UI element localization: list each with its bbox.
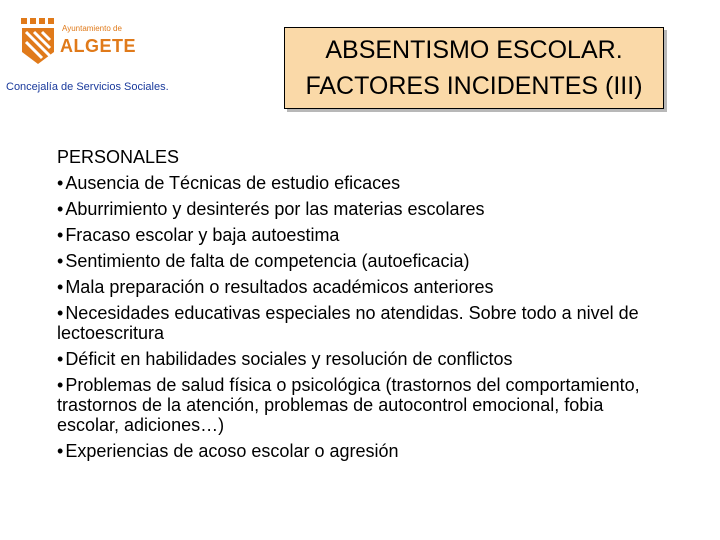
list-item (57, 303, 665, 343)
list-item (57, 199, 665, 219)
algete-logo (20, 16, 137, 68)
list-item (57, 173, 665, 193)
bullet-icon: • (57, 277, 64, 297)
coat-of-arms-icon (20, 16, 56, 66)
bullet-icon: • (57, 225, 64, 245)
section-heading: PERSONALES (57, 147, 180, 167)
list-item-text: Déficit en habilidades sociales y resolución de conflictos (65, 349, 513, 369)
logo-small-text: Ayuntamiento de (62, 24, 122, 33)
bullet-icon: • (57, 251, 64, 271)
bullet-list (57, 173, 665, 461)
bullet-icon: • (57, 303, 64, 323)
list-item (57, 349, 665, 369)
slide-title-line-1: ABSENTISMO ESCOLAR. (325, 36, 623, 64)
bullet-icon: • (57, 349, 64, 369)
logo-name: ALGETE (60, 36, 137, 56)
slide-title-line-2: FACTORES INCIDENTES (III) (305, 72, 643, 100)
list-item-text: Necesidades educativas especiales no atendidas. Sobre todo a nivel de lectoescritura (57, 303, 639, 343)
list-item-text: Mala preparación o resultados académicos anteriores (65, 277, 494, 297)
list-item-text: Ausencia de Técnicas de estudio eficaces (65, 173, 401, 193)
slide-title (284, 27, 664, 109)
list-item-text: Experiencias de acoso escolar o agresión (65, 441, 399, 461)
list-item (57, 375, 665, 435)
list-item-text: Problemas de salud física o psicológica (trastornos del comportamiento, trastornos de la atención, problemas de autocontrol emocional, fobia escolar, adiciones…) (57, 375, 640, 435)
department-label: Concejalía de Servicios Sociales. (6, 81, 169, 93)
list-item-text: Fracaso escolar y baja autoestima (65, 225, 340, 245)
list-item (57, 277, 665, 297)
list-item-text: Sentimiento de falta de competencia (autoeficacia) (65, 251, 470, 271)
bullet-icon: • (57, 441, 64, 461)
bullet-icon: • (57, 173, 64, 193)
slide-content (57, 147, 665, 467)
list-item (57, 251, 665, 271)
list-item-text: Aburrimiento y desinterés por las materias escolares (65, 199, 485, 219)
bullet-icon: • (57, 375, 64, 395)
bullet-icon: • (57, 199, 64, 219)
list-item (57, 225, 665, 245)
list-item (57, 441, 665, 461)
